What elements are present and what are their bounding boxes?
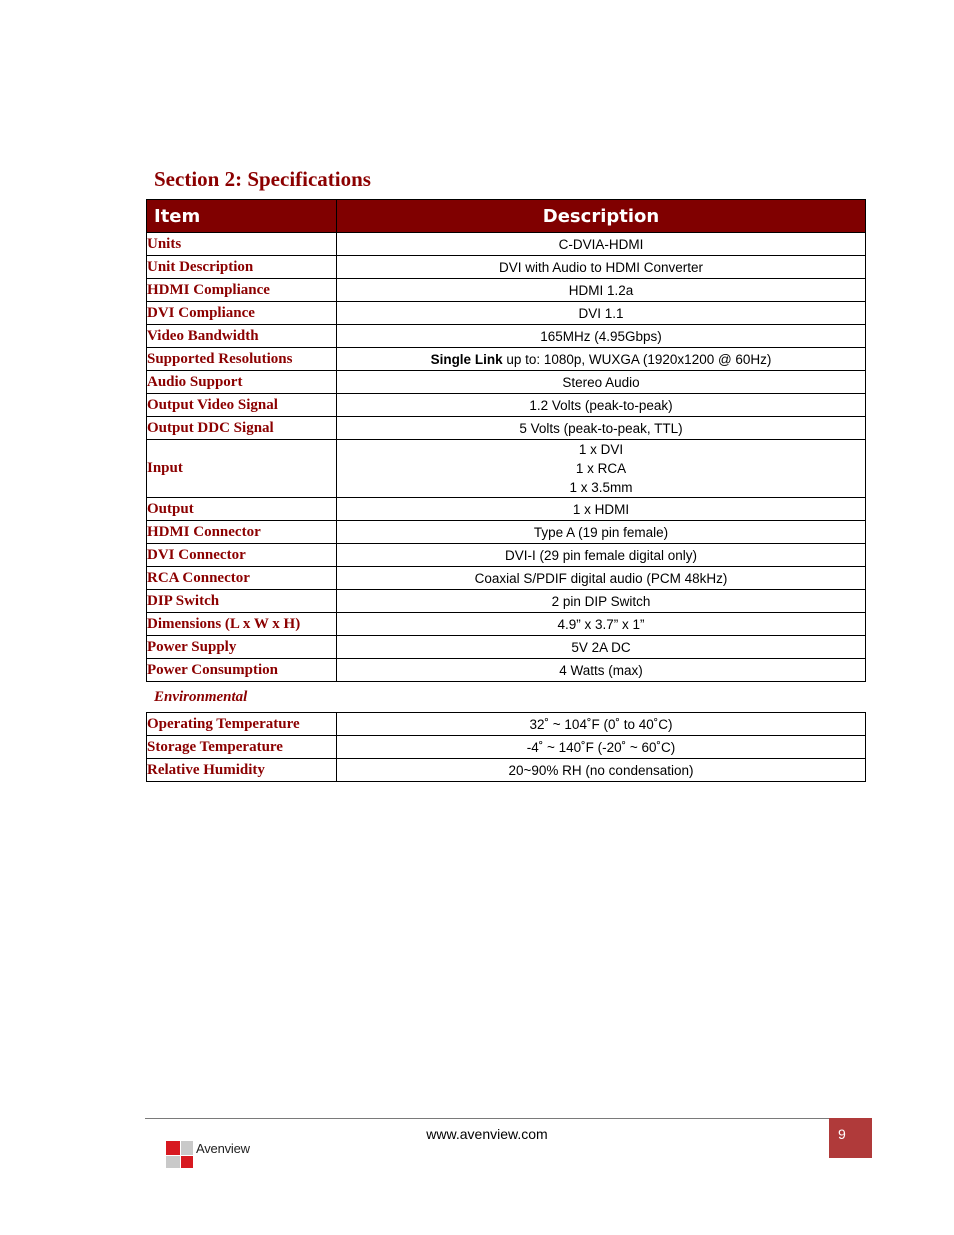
spec-item-label: Operating Temperature <box>147 713 337 736</box>
spec-value-text: 32˚ ~ 104˚F (0˚ to 40˚C) <box>529 716 673 732</box>
spec-value-text: DVI-I (29 pin female digital only) <box>504 547 698 563</box>
spec-item-value <box>337 394 866 417</box>
table-row <box>147 440 866 498</box>
page-number: 9 <box>838 1126 846 1142</box>
spec-value-text: 5 Volts (peak-to-peak, TTL) <box>519 420 683 436</box>
spec-value-text: 4.9” x 3.7” x 1” <box>557 616 645 632</box>
spec-value-text: 2 pin DIP Switch <box>551 593 651 609</box>
page-number-badge <box>829 1118 872 1158</box>
spec-value-text: 1 x HDMI <box>572 501 630 517</box>
spec-value-text: Stereo Audio <box>562 374 640 390</box>
logo-square-gray-left <box>166 1156 180 1168</box>
spec-value-text: 20~90% RH (no condensation) <box>508 762 694 778</box>
header-description: Description <box>337 200 866 233</box>
spec-value-text: DVI with Audio to HDMI Converter <box>498 259 704 275</box>
spec-item-label: Power Consumption <box>147 659 337 682</box>
spec-item-value <box>337 521 866 544</box>
spec-item-label: DIP Switch <box>147 590 337 613</box>
logo-square-red-bottom <box>181 1156 193 1168</box>
spec-value-text: DVI 1.1 <box>578 305 624 321</box>
spec-item-label: Relative Humidity <box>147 759 337 782</box>
spec-item-label: HDMI Compliance <box>147 279 337 302</box>
spec-item-label: Power Supply <box>147 636 337 659</box>
footer-url: www.avenview.com <box>426 1126 548 1142</box>
table-row <box>147 590 866 613</box>
avenview-logo <box>163 1136 263 1186</box>
logo-text: Avenview <box>196 1141 250 1156</box>
table-row <box>147 348 866 371</box>
spec-value-text: 1 x 3.5mm <box>569 480 633 495</box>
spec-value-text: up to: 1080p, WUXGA (1920x1200 @ 60Hz) <box>502 351 772 367</box>
spec-item-label: HDMI Connector <box>147 521 337 544</box>
spec-value-text: 4 Watts (max) <box>559 662 643 678</box>
spec-value-text: -4˚ ~ 140˚F (-20˚ ~ 60˚C) <box>526 739 676 755</box>
table-row <box>147 371 866 394</box>
spec-value-text: HDMI 1.2a <box>568 282 634 298</box>
spec-item-value <box>337 440 866 498</box>
spec-value-text: 1.2 Volts (peak-to-peak) <box>529 397 673 413</box>
spec-item-value <box>337 371 866 394</box>
table-row <box>147 233 866 256</box>
table-row <box>147 394 866 417</box>
table-row <box>147 659 866 682</box>
logo-square-red-top <box>166 1141 180 1155</box>
spec-item-label: Video Bandwidth <box>147 325 337 348</box>
spec-item-label: Output <box>147 498 337 521</box>
spec-item-value <box>337 544 866 567</box>
spec-item-value <box>337 233 866 256</box>
spec-item-label: Supported Resolutions <box>147 348 337 371</box>
spec-item-label: Output Video Signal <box>147 394 337 417</box>
spec-value-text: 1 x RCA <box>575 461 627 476</box>
spec-item-label: RCA Connector <box>147 567 337 590</box>
section-title: Section 2: Specifications <box>154 167 371 191</box>
table-row <box>147 256 866 279</box>
spec-item-value <box>337 659 866 682</box>
table-row <box>147 567 866 590</box>
table-row <box>147 544 866 567</box>
spec-item-value <box>337 325 866 348</box>
spec-item-value <box>337 636 866 659</box>
specifications-table <box>146 199 866 682</box>
spec-value-emphasis: Single Link <box>430 351 503 367</box>
table-row <box>147 613 866 636</box>
spec-value-text: C-DVIA-HDMI <box>558 236 644 252</box>
spec-item-value <box>337 590 866 613</box>
spec-item-label: DVI Compliance <box>147 302 337 325</box>
spec-item-label: Output DDC Signal <box>147 417 337 440</box>
spec-item-value <box>337 713 866 736</box>
table-header-row <box>147 200 866 233</box>
spec-item-value <box>337 279 866 302</box>
table-row <box>147 417 866 440</box>
table-row <box>147 636 866 659</box>
spec-item-value <box>337 759 866 782</box>
spec-item-label: Units <box>147 233 337 256</box>
spec-item-value <box>337 256 866 279</box>
header-item: Item <box>147 200 337 233</box>
environmental-table <box>146 712 866 782</box>
spec-item-label: Unit Description <box>147 256 337 279</box>
spec-item-value <box>337 417 866 440</box>
spec-item-value <box>337 348 866 371</box>
table-row <box>147 736 866 759</box>
table-row <box>147 713 866 736</box>
table-row <box>147 325 866 348</box>
spec-item-value <box>337 613 866 636</box>
table-row <box>147 279 866 302</box>
table-row <box>147 759 866 782</box>
spec-item-value <box>337 302 866 325</box>
table-row <box>147 302 866 325</box>
spec-value-text: Coaxial S/PDIF digital audio (PCM 48kHz) <box>474 570 728 586</box>
spec-item-value <box>337 736 866 759</box>
table-row <box>147 498 866 521</box>
spec-item-label: DVI Connector <box>147 544 337 567</box>
spec-value-text: 165MHz (4.95Gbps) <box>540 328 662 344</box>
spec-value-text: Type A (19 pin female) <box>533 524 669 540</box>
spec-item-label: Input <box>147 440 337 498</box>
spec-item-label: Dimensions (L x W x H) <box>147 613 337 636</box>
spec-value-text: 1 x DVI <box>578 442 624 457</box>
logo-square-gray-right <box>181 1141 193 1155</box>
environmental-label: Environmental <box>154 689 248 705</box>
footer-divider <box>145 1118 871 1119</box>
table-row <box>147 521 866 544</box>
spec-item-value <box>337 498 866 521</box>
spec-item-value <box>337 567 866 590</box>
spec-item-label: Storage Temperature <box>147 736 337 759</box>
spec-item-label: Audio Support <box>147 371 337 394</box>
spec-value-text: 5V 2A DC <box>571 639 631 655</box>
